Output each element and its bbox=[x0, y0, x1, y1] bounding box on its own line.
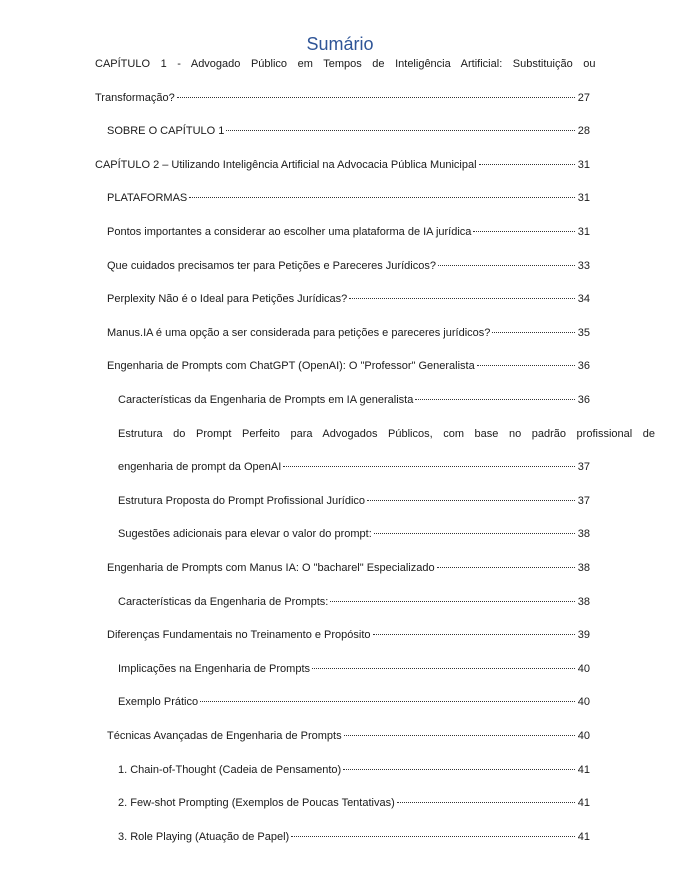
toc-entry-title: Transformação? bbox=[95, 92, 175, 104]
toc-entry[interactable] bbox=[107, 189, 590, 207]
toc-entry-title: 2. Few-shot Prompting (Exemplos de Poucas Tentativas) bbox=[118, 797, 395, 809]
page-title: Sumário bbox=[306, 34, 374, 54]
toc-entry[interactable] bbox=[107, 257, 590, 275]
toc-leader-dots bbox=[349, 298, 574, 299]
toc-entry-continued[interactable] bbox=[118, 425, 655, 443]
toc-leader-dots bbox=[189, 197, 574, 198]
toc-entry[interactable] bbox=[118, 492, 590, 510]
toc-leader-dots bbox=[367, 500, 575, 501]
toc-leader-dots bbox=[479, 164, 575, 165]
toc-leader-dots bbox=[330, 601, 574, 602]
toc-entry[interactable] bbox=[107, 727, 590, 745]
toc-entry-title: Características da Engenharia de Prompts em IA generalista bbox=[118, 394, 414, 406]
toc-entry[interactable] bbox=[118, 693, 590, 711]
toc-page-number: 41 bbox=[577, 764, 590, 776]
toc-entry-title: CAPÍTULO 1 - Advogado Público em Tempos de Inteligência Artificial: Substituição ou bbox=[95, 58, 596, 70]
toc-entry-title: 1. Chain-of-Thought (Cadeia de Pensamento) bbox=[118, 764, 342, 776]
toc-page-number: 28 bbox=[577, 125, 590, 137]
toc-leader-dots bbox=[344, 735, 575, 736]
toc-page-number: 31 bbox=[577, 192, 590, 204]
toc-leader-dots bbox=[415, 399, 574, 400]
toc-page-number: 41 bbox=[577, 831, 590, 843]
toc-entry[interactable] bbox=[118, 761, 590, 779]
toc-entry-title: Pontos importantes a considerar ao escolher uma plataforma de IA jurídica bbox=[107, 226, 472, 238]
toc-entry-continued[interactable] bbox=[95, 55, 596, 73]
toc-page-number: 33 bbox=[577, 260, 590, 272]
toc-entry[interactable] bbox=[118, 660, 590, 678]
toc-entry-title: Características da Engenharia de Prompts: bbox=[118, 596, 329, 608]
toc-page-number: 38 bbox=[577, 528, 590, 540]
toc-entry-title: Que cuidados precisamos ter para Petições e Pareceres Jurídicos? bbox=[107, 260, 436, 272]
toc-page-number: 38 bbox=[577, 562, 590, 574]
toc-page-number: 36 bbox=[577, 360, 590, 372]
toc-leader-dots bbox=[226, 130, 574, 131]
toc-entry-title: Estrutura do Prompt Perfeito para Advogados Públicos, com base no padrão profissional de bbox=[118, 428, 655, 440]
toc-entry[interactable] bbox=[118, 593, 590, 611]
toc-entry[interactable] bbox=[118, 525, 590, 543]
toc-entry-title: Implicações na Engenharia de Prompts bbox=[118, 663, 310, 675]
toc-entry-title: engenharia de prompt da OpenAI bbox=[118, 461, 282, 473]
toc-page-number: 40 bbox=[577, 730, 590, 742]
toc-page-number: 31 bbox=[577, 159, 590, 171]
toc-leader-dots bbox=[373, 634, 575, 635]
toc-leader-dots bbox=[177, 97, 575, 98]
toc-entry[interactable] bbox=[95, 156, 590, 174]
toc-leader-dots bbox=[492, 332, 574, 333]
toc-entry[interactable] bbox=[107, 357, 590, 375]
toc-page-number: 35 bbox=[577, 327, 590, 339]
toc-entry[interactable] bbox=[107, 223, 590, 241]
toc-page-number: 38 bbox=[577, 596, 590, 608]
toc-entry-title: 3. Role Playing (Atuação de Papel) bbox=[118, 831, 290, 843]
toc-page-number: 27 bbox=[577, 92, 590, 104]
toc-entry[interactable] bbox=[107, 626, 590, 644]
toc-entry[interactable] bbox=[107, 324, 590, 342]
toc-entry[interactable] bbox=[118, 458, 590, 476]
toc-entry-title: Engenharia de Prompts com ChatGPT (OpenAI): O "Professor" Generalista bbox=[107, 360, 475, 372]
toc-page-number: 34 bbox=[577, 293, 590, 305]
toc-entry[interactable] bbox=[118, 794, 590, 812]
toc-entry-title: Manus.IA é uma opção a ser considerada para petições e pareceres jurídicos? bbox=[107, 327, 491, 339]
toc-leader-dots bbox=[438, 265, 575, 266]
toc-leader-dots bbox=[291, 836, 575, 837]
toc-entry-title: Exemplo Prático bbox=[118, 696, 199, 708]
toc-entry-title: Sugestões adicionais para elevar o valor do prompt: bbox=[118, 528, 372, 540]
toc-leader-dots bbox=[283, 466, 574, 467]
toc-entry-title: SOBRE O CAPÍTULO 1 bbox=[107, 125, 225, 137]
toc-entry-title: Perplexity Não é o Ideal para Petições Jurídicas? bbox=[107, 293, 348, 305]
toc-page-number: 31 bbox=[577, 226, 590, 238]
toc-entry-title: PLATAFORMAS bbox=[107, 192, 188, 204]
toc-leader-dots bbox=[200, 701, 575, 702]
toc-leader-dots bbox=[477, 365, 575, 366]
toc-entry[interactable] bbox=[118, 391, 590, 409]
toc-page-number: 37 bbox=[577, 461, 590, 473]
toc-entry-title: Estrutura Proposta do Prompt Profissional Jurídico bbox=[118, 495, 366, 507]
toc-page-number: 36 bbox=[577, 394, 590, 406]
toc-entry[interactable] bbox=[107, 290, 590, 308]
toc-entry-title: Diferenças Fundamentais no Treinamento e Propósito bbox=[107, 629, 371, 641]
toc-leader-dots bbox=[397, 802, 575, 803]
toc-leader-dots bbox=[343, 769, 575, 770]
toc-page-number: 39 bbox=[577, 629, 590, 641]
toc-leader-dots bbox=[374, 533, 575, 534]
toc-page-number: 40 bbox=[577, 696, 590, 708]
toc-page-number: 37 bbox=[577, 495, 590, 507]
toc-entry[interactable] bbox=[107, 122, 590, 140]
toc-entry-title: CAPÍTULO 2 – Utilizando Inteligência Artificial na Advocacia Pública Municipal bbox=[95, 159, 477, 171]
toc-leader-dots bbox=[473, 231, 574, 232]
toc-entry[interactable] bbox=[118, 828, 590, 846]
toc-entry-title: Engenharia de Prompts com Manus IA: O "bacharel" Especializado bbox=[107, 562, 435, 574]
toc-leader-dots bbox=[437, 567, 575, 568]
toc-page-number: 40 bbox=[577, 663, 590, 675]
toc-leader-dots bbox=[312, 668, 575, 669]
toc-entry[interactable] bbox=[95, 89, 590, 107]
toc-entry[interactable] bbox=[107, 559, 590, 577]
toc-entry-title: Técnicas Avançadas de Engenharia de Prompts bbox=[107, 730, 342, 742]
toc-page-number: 41 bbox=[577, 797, 590, 809]
